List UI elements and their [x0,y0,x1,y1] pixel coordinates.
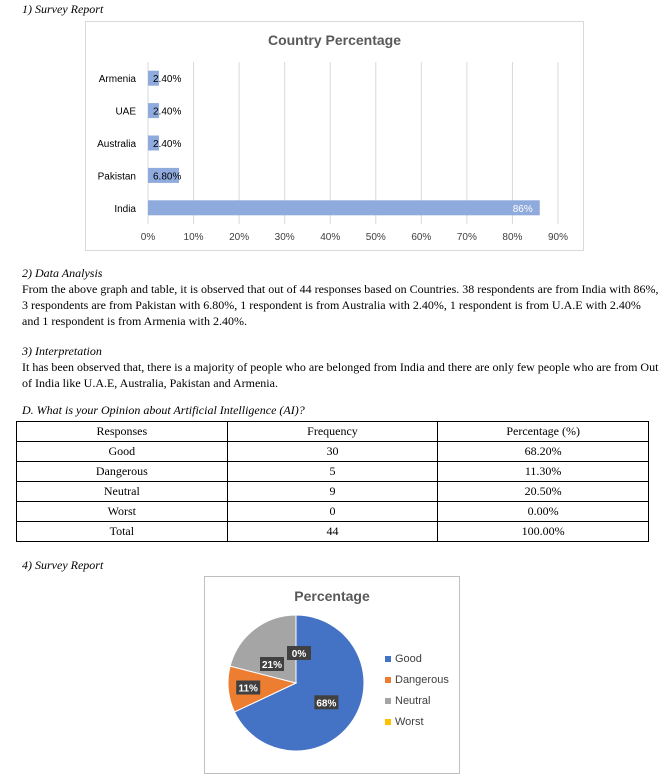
legend-item-neutral [385,691,449,712]
table-cell: Total [17,522,228,542]
y-category-label: Australia [97,139,136,150]
table-cell: 44 [227,522,438,542]
legend-item-good [385,649,449,670]
y-category-label: India [114,203,136,215]
x-tick-label: 30% [274,232,295,243]
country-bar-chart [85,21,584,251]
table-header-responses: Responses [17,422,228,442]
bar-data-label: 6.80% [153,171,182,183]
x-tick-label: 90% [547,232,569,243]
table-cell: 100.00% [438,522,649,542]
bar-data-label: 2.40% [153,74,182,86]
pie-data-label: 11% [238,683,258,695]
section-d-heading: D. What is your Opinion about Artificial Intelligence (AI)? [22,403,305,417]
table-header-frequency: Frequency [227,422,438,442]
legend-swatch [385,656,391,662]
legend-label: Good [395,653,422,665]
table-cell: 9 [227,482,438,502]
section-2-heading: 2) Data Analysis [22,266,103,280]
table-cell: Dangerous [17,462,228,482]
table-cell: Good [17,442,228,462]
table-cell: 5 [227,462,438,482]
pie-legend [385,649,449,733]
data-analysis-line: From the above graph and table, it is observed that out of 44 responses based on Countries. 38 respondents are from India with 86%, [22,282,659,296]
table-cell: 30 [227,442,438,462]
bar-chart-title: Country Percentage [267,32,402,48]
pie-chart-title: Percentage [294,588,370,604]
data-analysis-paragraph [22,281,662,329]
opinion-pie-chart [204,576,460,774]
pie-data-label: 68% [316,698,337,710]
x-tick-label: 0% [140,232,156,243]
x-tick-label: 10% [183,232,204,243]
interpretation-paragraph [22,359,662,391]
table-cell: Worst [17,502,228,522]
interpretation-line: of India like U.A.E, Australia, Pakistan and Armenia. [22,376,278,390]
legend-label: Dangerous [395,674,449,686]
table-header-percentage: Percentage (%) [438,422,649,442]
bar [148,200,540,215]
table-cell: 0.00% [438,502,649,522]
legend-item-dangerous [385,670,449,691]
x-tick-label: 20% [229,232,250,243]
bar-data-label: 2.40% [153,106,182,118]
x-tick-label: 70% [456,232,477,243]
section-3-heading: 3) Interpretation [22,344,102,358]
data-analysis-line: 3 respondents are from Pakistan with 6.80%, 1 respondent is from Australia with 2.40%, 1 respondent is from U.A.E with 2.40% [22,298,641,312]
legend-swatch [385,677,391,683]
table-cell: Neutral [17,482,228,502]
bar-data-label: 86% [512,203,533,215]
x-tick-label: 40% [320,232,341,243]
table-cell: 0 [227,502,438,522]
table-row [17,522,649,542]
table-cell: 11.30% [438,462,649,482]
bar-chart-plot [86,22,583,250]
table-row [17,462,649,482]
section-1-heading: 1) Survey Report [22,2,104,16]
table-header-row [17,422,649,442]
interpretation-line: It has been observed that, there is a majority of people who are belonged from India and there are only few people who are from Out [22,360,659,374]
x-tick-label: 50% [365,232,386,243]
bar-data-label: 2.40% [153,139,182,150]
x-tick-label: 80% [502,232,523,243]
legend-item-worst [385,712,449,733]
pie-data-label: 0% [291,649,307,660]
y-category-label: Pakistan [97,171,136,183]
y-category-label: UAE [115,106,136,118]
table-cell: 20.50% [438,482,649,502]
table-row [17,442,649,462]
y-category-label: Armenia [98,74,136,86]
section-4-heading: 4) Survey Report [22,558,104,572]
data-analysis-line: and 1 respondent is from Armenia with 2.40%. [22,314,247,328]
legend-swatch [385,698,391,704]
table-cell: 68.20% [438,442,649,462]
x-tick-label: 60% [411,232,432,243]
legend-label: Neutral [395,695,431,707]
opinion-table [16,421,649,542]
pie-data-label: 21% [261,660,283,671]
table-row [17,502,649,522]
legend-swatch [385,719,391,725]
legend-label: Worst [395,716,424,728]
table-row [17,482,649,502]
